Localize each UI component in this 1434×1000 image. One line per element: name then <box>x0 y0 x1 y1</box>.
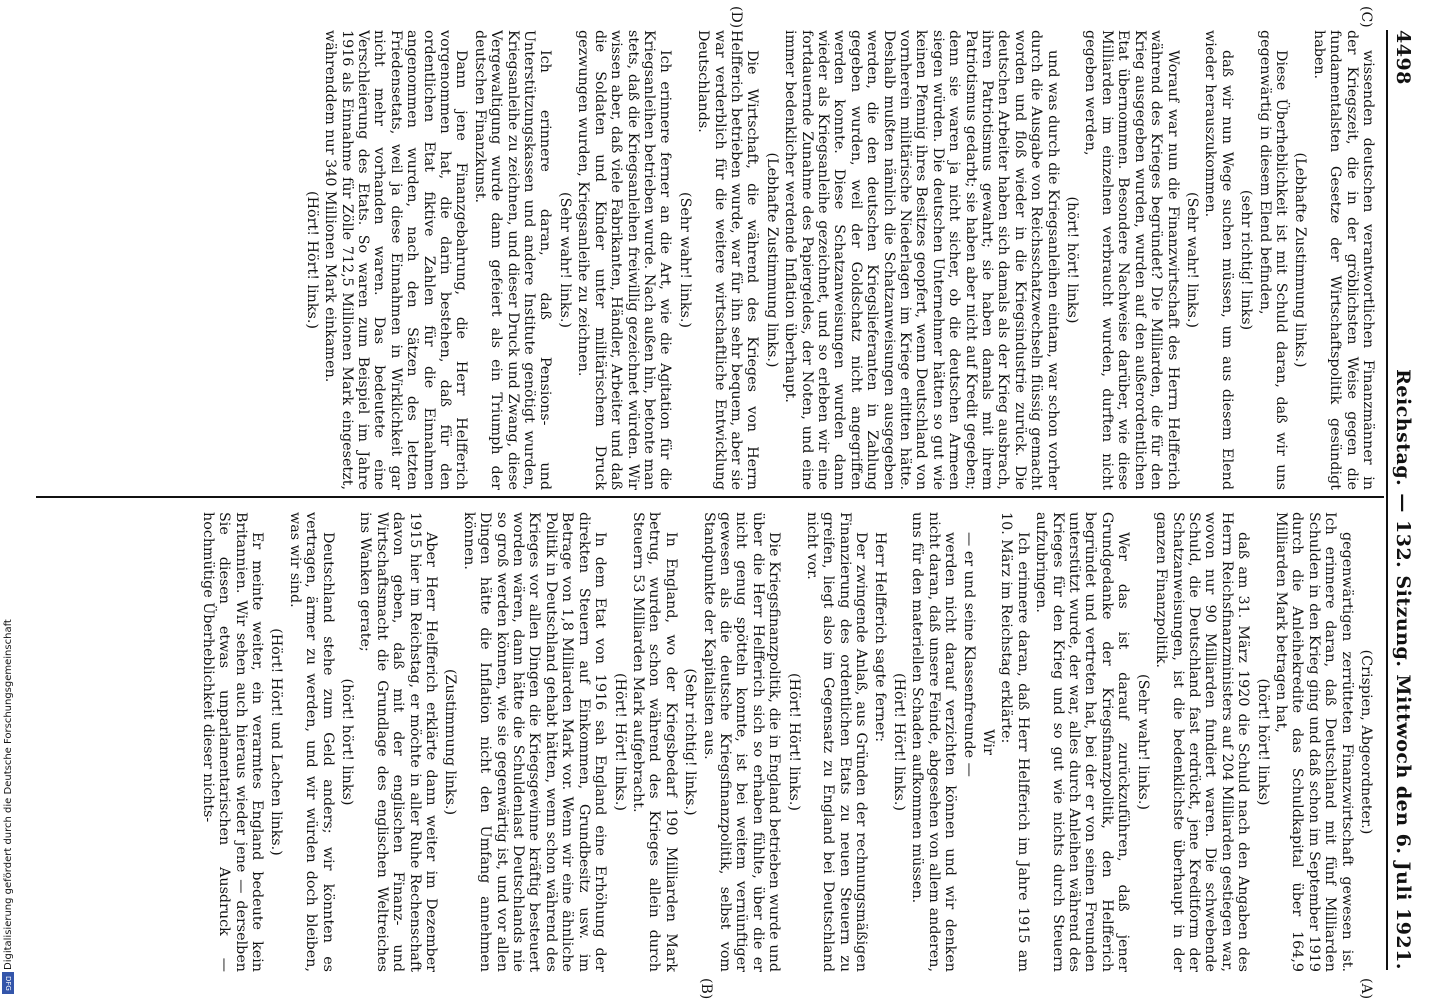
interjection: (Hört! Hört! links.) <box>785 673 802 811</box>
text-column-left <box>36 30 1376 490</box>
funding-note: Digitalisierung gefördert durch die Deutsche Forschungsgemeinschaft <box>3 619 14 970</box>
interjection: (Zustimmung links.) <box>442 668 459 816</box>
paragraph: werden nicht darauf verzichten können und wir denken nicht daran, daß unsere Feinde, abgesehen von allem anderen, uns für den materiellen Schaden aufkommen müssen. <box>909 512 959 972</box>
interjection: (Hört! Hört! links.) <box>611 673 628 811</box>
interjection: (hört! hört! links) <box>339 678 356 806</box>
paragraph: wissenden deutschen verantwortlichen Finanzmänner in der Kriegszeit, die in der gröblichsten Weise gegen die fundamentalsten Gesetze der Wirtschaftspolitik gesündigt haben. <box>1310 30 1376 490</box>
running-head <box>1386 30 1416 970</box>
paragraph: Herr Helfferich sagte ferner: <box>871 532 888 743</box>
interjection: (Lebhafte Zustimmung links.) <box>763 152 780 368</box>
paragraph: Der zwingende Anlaß, aus Gründen der rechnungsmäßigen Finanzierung des ordentlichen Etats zu neuen Steuern zu greifen, liegt also im Gegensatz zu England bei Deutschland nicht vor. <box>804 512 870 972</box>
interjection: (Lebhafte Zustimmung links.) <box>1292 152 1309 368</box>
paragraph: gegenwärtigen zerrütteten Finanzwirtschaft gewesen ist. Ich erinnere daran, daß Deutschland mit fünf Milliarden Schulden in den Krieg ging und daß schon im September 1919 durch die Anleihekredite das Schuldkapital über 164,9 Milliarden Mark betragen hat, <box>1272 512 1355 972</box>
paragraph: Ich erinnere ferner an die Art, wie die Agitation für die Kriegsanleihen betrieben wurde. Nach außen hin, betonte man stets, daß die Kriegsanleihen freiwillig gezeichnet würden. Wir wissen aber, daß viele Fabrikanten, Händler, Arbeiter und daß die Soldaten und Kinder unter militärischem Druck gezwungen wurden, Kriegsanleihe zu zeichnen. <box>575 30 674 490</box>
paragraph: Ich erinnere daran, daß Herr Helfferich im Jahre 1915 am 10. März im Reichstag erklärte: <box>998 512 1031 972</box>
paragraph: Ich erinnere daran, daß Pensions- und Unterstützungskassen und andere Institute genötigt wurden, Kriegsanleihe zu zeichnen, und dieser Druck und Zwang, diese Vergewaltigung wurde dann gefeiert als ein Triumph der deutschen Finanzkunst. <box>471 30 554 490</box>
interjection: (Hört! Hört! links.) <box>303 191 320 329</box>
margin-letter-c: (C) <box>1358 6 1374 28</box>
paragraph: Wer das ist darauf zurückzuführen, daß jener Grundgedanke der Kriegsfinanzpolitik, den Helfferich begründet und vertreten hat, bei der er von seinen Freunden unterstützt wurde, der war, alles durch Anleihen während des Krieges für den Krieg und so gut wie nichts durch Steuern aufzubringen. <box>1033 512 1132 972</box>
interjection: (sehr richtig! links) <box>1238 189 1255 331</box>
interjection: (hört! hört! links) <box>1254 678 1271 806</box>
interjection: (Sehr wahr! links.) <box>556 192 573 328</box>
session-heading: Reichstag. — 132. Sitzung. Mittwoch den 6. Juli 1921. <box>1392 369 1414 970</box>
paragraph: daß am 31. März 1920 die Schuld nach den Angaben des Herrn Reichsfinanzministers auf 204 Milliarden gestiegen war, wovon nur 90 Milliarden fundiert waren. Die schwebende Schuld, die Deutschland fast erdrückt, jene Kreditform der Schatzanweisungen, ist die bedenklichste überhaupt in der ganzen Finanzpolitik. <box>1153 512 1252 972</box>
interjection: Wir <box>980 729 997 755</box>
interjection: (Sehr wahr! links.) <box>676 192 693 328</box>
interjection: (Sehr wahr! links.) <box>1134 674 1151 810</box>
digitization-note <box>0 0 30 1000</box>
margin-letter-d: (D) <box>728 6 744 29</box>
paragraph: Er meinte weiter, ein verarmtes England bedeute kein Britannien. Wir sehen auch hieraus wieder jene — derselben Sie diesen etwas unparlamentarischen Ausdruck — hochmütige Überheblichkeit dieser nichts- <box>199 512 265 972</box>
interjection: (hört! hört! links) <box>1064 196 1081 324</box>
paragraph: Die Wirtschaft, die während des Krieges von Herrn Helfferich betrieben wurde, war für ihn sehr bequem, aber sie war verderblich für die weitere wirtschaftliche Entwicklung Deutschlands. <box>695 30 761 490</box>
column-divider <box>36 496 1384 498</box>
paragraph: In dem Etat von 1916 sah England eine Erhöhung der direkten Steuern auf Einkommen, Grundbesitz usw. im Betrage von 1,8 Milliarden Mark vor. Wenn wir eine ähnliche Politik in Deutschland gehabt hätten, wenn schon während des Krieges vor allen Dingen die Kriegsgewinne kräftig besteuert worden wären, dann hätte die Schuldenlast Deutschlands nie so groß werden können, wie sie gegenwärtig ist, und vor allen Dingen hätte die Inflation nicht den Umfang annehmen können. <box>460 512 609 972</box>
paragraph: Deutschland stehe zum Geld anders; wir könnten es vertragen, ärmer zu werden, und wir würden doch bleiben, was wir sind. <box>286 512 336 972</box>
paragraph: Diese Überheblichkeit ist mit Schuld daran, daß wir uns gegenwärtig in diesem Elend befinden, <box>1256 30 1289 490</box>
paragraph: und was durch die Kriegsanleihen eintam, war schon vorher durch die Ausgabe von Reichsschatzwechseln flüssig gemacht worden und floß wieder in die Kriegsindustrie zurück. Die deutschen Arbeiter haben sich damals als der Krieg ausbrach, ihren Patriotismus gewahrt; sie haben damals mit ihrem Patriotismus gedarbt; sie haben aber nicht auf Kredit gegeben; denn sie waren ja nicht sicher, ob die deutschen Armeen siegen würden. Die deutschen Unternehmer hätten so gut wie keinen Pfennig ihres Besitzes geopfert, wenn Deutschland von vornherein militärische Niederlagen im Kriege erlitten hätte. Deshalb mußten nämlich die Schatzanweisungen ausgegeben werden, die den deutschen Kriegslieferanten in Zahlung gegeben wurden, weil der Goldschatz nicht angegriffen werden konnte. Diese Schatzanweisungen wurden dann wieder als Kriegsanleihe gezeichnet, und so erleben wir eine fortdauernde Zunahme des Papiergeldes, der Noten, und eine immer bedenklicher werdende Inflation überhaupt. <box>782 30 1061 490</box>
text-column-right <box>36 512 1376 972</box>
paragraph: Dann jene Finanzgebahrung, die Herr Helfferich vorgenommen hat, die darin bestehen, daß für den ordentlichen Etat fiktive Zahlen für die Einnahmen angenommen wurden, nach den Sätzen des letzten Friedensetats, weil ja diese Einnahmen in Wirklichkeit gar nicht mehr vorhanden waren. Das bedeutete eine Verschleierung des Etats. So waren zum Beispiel im Jahre 1916 als Einnahme für Zölle 712,5 Millionen Mark eingesetzt, währenddem nur 340 Millionen Mark einkamen. <box>322 30 470 490</box>
paragraph: daß wir nun Wege suchen müssen, um aus diesem Elend wieder herauszukommen. <box>1202 30 1235 490</box>
paragraph: Aber Herr Helfferich erklärte dann weiter im Dezember 1915 hier im Reichstag, er möchte in aller Ruhe Rechenschaft davon geben, daß mit der englischen Finanz- und Wirtschaftsmacht die Grundlage des englischen Weltreiches ins Wanken gerate; <box>357 512 440 972</box>
paragraph: Die Kriegsfinanzpolitik, die in England betrieben wurde und über die Herr Helfferich sich so erhaben fühlte, über die er nicht genug spötteln konnte, ist bei weitem vernünftiger gewesen als die deutsche Kriegsfinanzpolitik, selbst vom Standpunkte der Kapitalisten aus. <box>700 512 783 972</box>
interjection: (Crispien, Abgeordneter.) <box>1358 649 1374 835</box>
paragraph: In England, wo der Kriegsbedarf 190 Milliarden Mark betrug, wurden schon während des Krieges allein durch Steuern 53 Milliarden Mark aufgebracht. <box>629 512 679 972</box>
margin-letter-a: (A) <box>1358 978 1374 1000</box>
interjection: (Hört! Hört! und Lachen links.) <box>268 628 285 856</box>
interjection: (Hört! Hört! links.) <box>891 673 908 811</box>
dfg-logo-icon: DFG <box>2 972 14 994</box>
margin-letter-b: (B) <box>698 978 714 1000</box>
page-number: 4498 <box>1392 30 1414 85</box>
paragraph: — er und seine Klassenfreunde — <box>960 532 977 777</box>
paragraph: Worauf war nun die Finanzwirtschaft des Herrn Helfferich während des Krieges begründet? Die Milliarden, die für den Krieg ausgegeben wurden, wurden auf den außerordentlichen Etat übernommen. Besondere Nachweise darüber, wie diese Milliarden im einzelnen verbraucht wurden, durften nicht gegeben werden, <box>1082 30 1181 490</box>
interjection: (Sehr richtig! links.) <box>682 668 699 816</box>
interjection: (Sehr wahr! links.) <box>1183 192 1200 328</box>
